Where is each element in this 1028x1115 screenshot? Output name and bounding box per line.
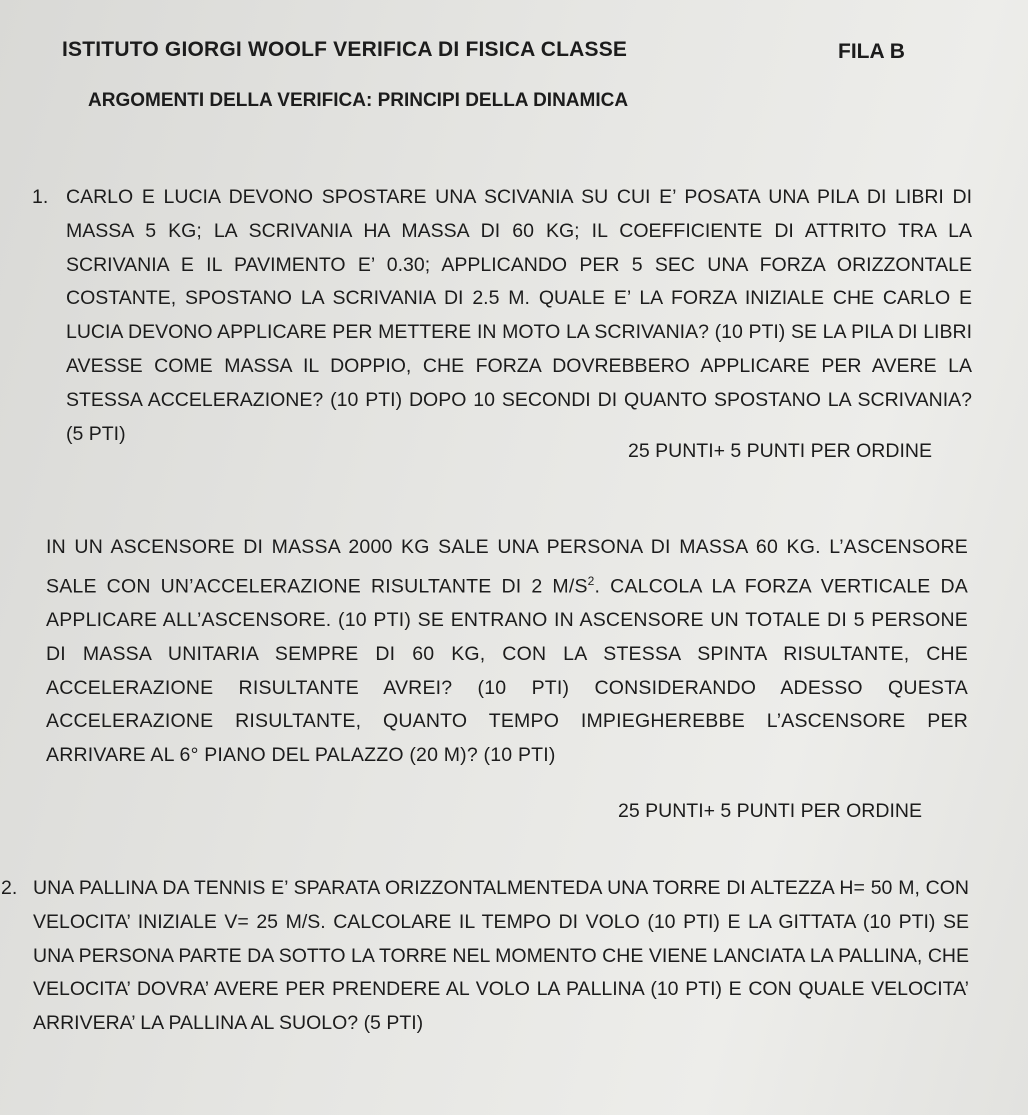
question-1-points: 25 PUNTI+ 5 PUNTI PER ORDINE <box>628 440 932 462</box>
squared-superscript: 2 <box>587 573 595 588</box>
question-elevator <box>46 531 968 773</box>
question-elevator-text-a: IN UN ASCENSORE DI MASSA 2000 KG SALE UNA PERSONA DI MASSA 60 KG. L’ASCENSORE SALE CON UN’ACCELERAZIONE RISULTANTE DI 2 M/S <box>46 536 968 598</box>
question-1-text: CARLO E LUCIA DEVONO SPOSTARE UNA SCIVANIA SU CUI E’ POSATA UNA PILA DI LIBRI DI MASSA 5 KG; LA SCRIVANIA HA MASSA DI 60 KG; IL COEFFICIENTE DI ATTRITO TRA LA SCRIVANIA E IL PAVIMENTO E’ 0.30; APPLICANDO PER 5 SEC UNA FORZA ORIZZONTALE COSTANTE, SPOSTANO LA SCRIVANIA DI 2.5 M. QUALE E’ LA FORZA INIZIALE CHE CARLO E LUCIA DEVONO APPLICARE PER METTERE IN MOTO LA SCRIVANIA? (10 PTI) SE LA PILA DI LIBRI AVESSE COME MASSA IL DOPPIO, CHE FORZA DOVREBBERO APPLICARE PER AVERE LA STESSA ACCELERAZIONE? (10 PTI) DOPO 10 SECONDI DI QUANTO SPOSTANO LA SCRIVANIA? (5 PTI) <box>66 186 972 445</box>
question-elevator-text-b: . CALCOLA LA FORZA VERTICALE DA APPLICARE ALL’ASCENSORE. (10 PTI) SE ENTRANO IN ASCENSORE UN TOTALE DI 5 PERSONE DI MASSA UNITARIA SEMPRE DI 60 KG, CON LA STESSA SPINTA RISULTANTE, CHE ACCELERAZIONE RISULTANTE AVREI? (10 PTI) CONSIDERANDO ADESSO QUESTA ACCELERAZIONE RISULTANTE, QUANTO TEMPO IMPIEGHEREBBE L’ASCENSORE PER ARRIVARE AL 6° PIANO DEL PALAZZO (20 M)? (10 PTI) <box>46 575 969 767</box>
question-1-number: 1. <box>32 186 49 208</box>
fila-label: FILA B <box>838 40 905 63</box>
document-title: ISTITUTO GIORGI WOOLF VERIFICA DI FISICA CLASSE <box>62 38 628 61</box>
question-1 <box>32 181 972 451</box>
question-2-number: 2. <box>1 877 18 899</box>
question-2-text: UNA PALLINA DA TENNIS E’ SPARATA ORIZZONTALMENTEDA UNA TORRE DI ALTEZZA H= 50 M, CON VELOCITA’ INIZIALE V= 25 M/S. CALCOLARE IL TEMPO DI VOLO (10 PTI) E LA GITTATA (10 PTI) SE UNA PERSONA PARTE DA SOTTO LA TORRE NEL MOMENTO CHE VIENE LANCIATA LA PALLINA, CHE VELOCITA’ DOVRA’ AVERE PER PRENDERE AL VOLO LA PALLINA (10 PTI) E CON QUALE VELOCITA’ ARRIVERA’ LA PALLINA AL SUOLO? (5 PTI) <box>33 877 969 1035</box>
question-elevator-points: 25 PUNTI+ 5 PUNTI PER ORDINE <box>618 800 922 822</box>
question-2 <box>1 872 969 1041</box>
topic-heading: ARGOMENTI DELLA VERIFICA: PRINCIPI DELLA DINAMICA <box>88 90 629 111</box>
